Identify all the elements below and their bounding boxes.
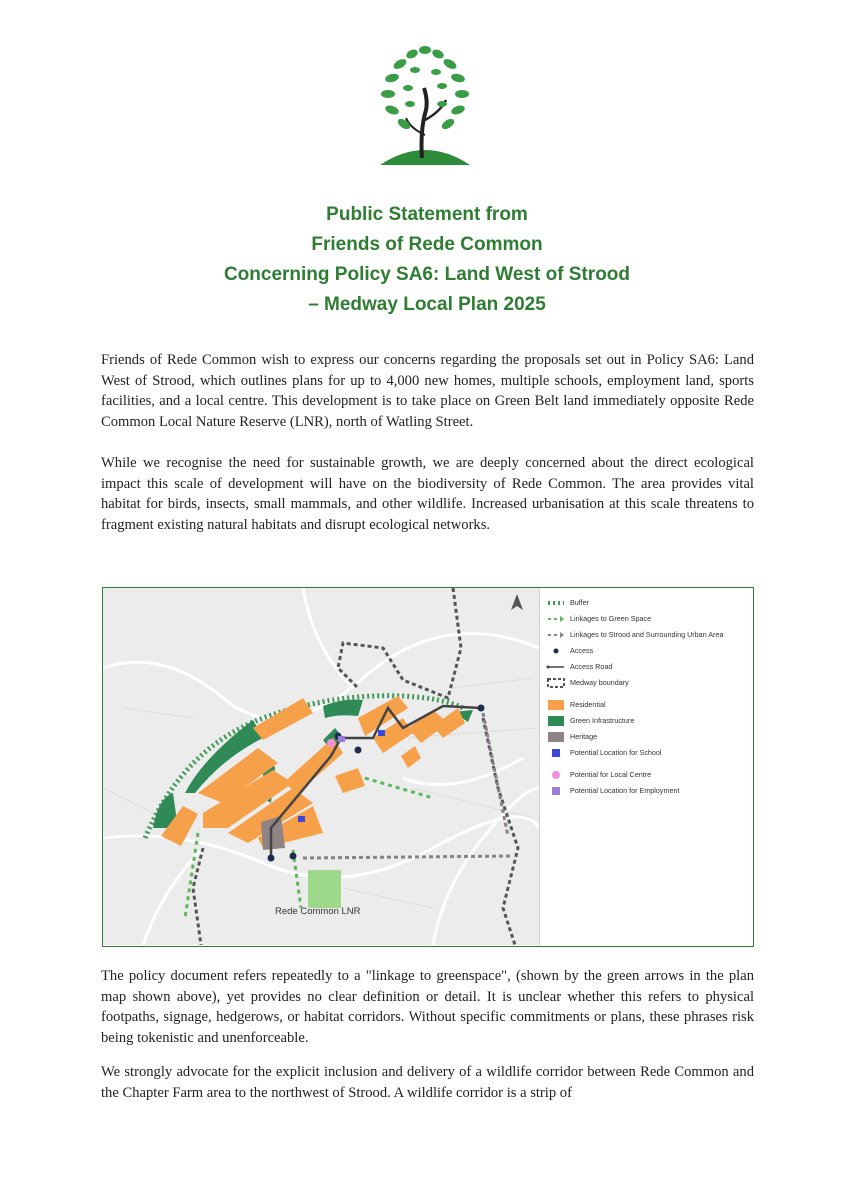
legend-label: Potential Location for School (570, 748, 662, 757)
legend-item-access-road (540, 660, 754, 674)
legend-item-access (540, 644, 754, 658)
legend-item-residential (540, 698, 754, 712)
legend-item-green-linkage (540, 612, 754, 626)
legend-item-employment (540, 784, 754, 798)
employment-icon (546, 785, 566, 797)
title-line: Friends of Rede Common (311, 234, 543, 255)
title-line: – Medway Local Plan 2025 (308, 294, 546, 315)
rede-common-lnr (308, 870, 341, 908)
lnr-label: Rede Common LNR (275, 906, 361, 917)
residential-swatch-icon (546, 699, 566, 711)
map-drawing (103, 588, 539, 945)
legend-item-heritage (540, 730, 754, 744)
grey-arrow-icon (546, 629, 566, 641)
green-swatch-icon (546, 715, 566, 727)
buffer-symbol-icon (546, 597, 566, 609)
legend-label: Green Infrastructure (570, 716, 635, 725)
title-line: Concerning Policy SA6: Land West of Strood (223, 264, 631, 285)
legend-item-urban-linkage (540, 628, 754, 642)
green-arrow-icon (546, 613, 566, 625)
local-centre-icon (546, 769, 566, 781)
legend-item-green-infrastructure (540, 714, 754, 728)
legend-label: Buffer (570, 598, 590, 607)
plan-map (102, 587, 754, 947)
title-line: Public Statement from (326, 204, 528, 225)
legend-label: Access Road (570, 662, 613, 671)
legend-item-boundary (540, 676, 754, 690)
road-line-icon (546, 661, 566, 673)
paragraph-intro: Friends of Rede Common wish to express our concerns regarding the proposals set out in Policy SA6: Land West of Strood, which outlines plans for up to 4,000 new homes, multiple schools, employment land, sports facilities, and a local centre. This development is to take place on Green Belt land immediately opposite Rede Common Local Nature Reserve (LNR), north of Watling Street. (101, 352, 754, 430)
heritage-swatch-icon (546, 731, 566, 743)
legend-label: Linkages to Strood and Surrounding Urban Area (570, 630, 724, 639)
legend-label: Access (570, 646, 594, 655)
heritage-area (261, 816, 285, 850)
paragraph-concern: While we recognise the need for sustainable growth, we are deeply concerned about the direct ecological impact this scale of development will have on the biodiversity of Rede Common. The area provides vital habitat for birds, insects, small mammals, and other wildlife. Increased urbanisation at this scale threatens to fragment existing natural habitats and disrupt ecological networks. (101, 455, 754, 533)
legend-label: Potential for Local Centre (570, 770, 652, 779)
legend-label: Heritage (570, 732, 598, 741)
legend-item-buffer (540, 596, 754, 610)
map-legend (539, 588, 754, 945)
legend-label: Linkages to Green Space (570, 614, 652, 623)
paragraph-corridor: We strongly advocate for the explicit inclusion and delivery of a wildlife corridor between Rede Common and the Chapter Farm area to the northwest of Strood. A wildlife corridor is a strip of (101, 1064, 754, 1101)
legend-label: Residential (570, 700, 606, 709)
legend-item-local-centre (540, 768, 754, 782)
school-icon (546, 747, 566, 759)
boundary-line-icon (546, 677, 566, 689)
legend-label: Medway boundary (570, 678, 629, 687)
legend-label: Potential Location for Employment (570, 786, 680, 795)
statement-title (100, 200, 754, 320)
access-dot-icon (546, 645, 566, 657)
tree-logo-icon (370, 40, 480, 170)
paragraph-linkage: The policy document refers repeatedly to a "linkage to greenspace", (shown by the green arrows in the plan map shown above), yet provides no clear definition or detail. It is unclear whether this refers to physical footpaths, signage, hedgerows, or habitat corridors. Without specific commitments or plans, these phrases risk being tokenistic and unenforceable. (101, 968, 754, 1046)
legend-item-school (540, 746, 754, 760)
